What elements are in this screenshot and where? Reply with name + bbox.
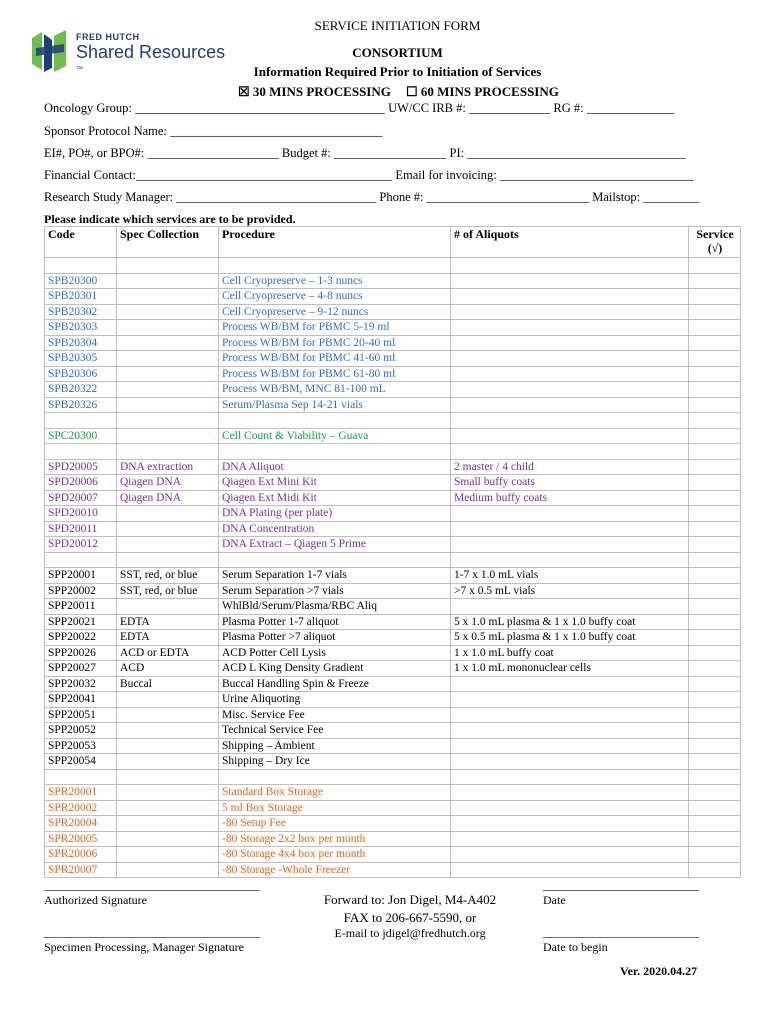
cell-service-check[interactable] xyxy=(689,831,741,847)
cell-aliquots[interactable] xyxy=(451,506,689,522)
cell-procedure: ACD L King Density Gradient xyxy=(219,661,451,677)
cell-service-check[interactable] xyxy=(689,459,741,475)
cell-code: SPP20011 xyxy=(45,599,117,615)
cell-procedure: DNA Aliquot xyxy=(219,459,451,475)
instruction-text: Please indicate which services are to be provided. xyxy=(44,212,296,226)
cell-service-check[interactable] xyxy=(689,490,741,506)
authorized-signature-line[interactable]: ____________________________________ xyxy=(44,878,260,892)
cell-procedure: Process WB/BM for PBMC 20-40 ml xyxy=(219,335,451,351)
cell-aliquots[interactable] xyxy=(451,289,689,305)
cell-spec-collection xyxy=(117,707,219,723)
cell-code: SPR20004 xyxy=(45,816,117,832)
table-row xyxy=(45,754,741,770)
cell-spec-collection xyxy=(117,444,219,460)
table-row xyxy=(45,692,741,708)
table-row xyxy=(45,862,741,878)
cell-aliquots[interactable] xyxy=(451,692,689,708)
cell-aliquots[interactable] xyxy=(451,847,689,863)
cell-spec-collection: Buccal xyxy=(117,676,219,692)
consortium-heading: CONSORTIUM xyxy=(352,45,443,60)
cell-code: SPB20302 xyxy=(45,304,117,320)
cell-spec-collection xyxy=(117,273,219,289)
cell-spec-collection: EDTA xyxy=(117,614,219,630)
cell-spec-collection xyxy=(117,847,219,863)
table-row xyxy=(45,382,741,398)
cell-spec-collection: SST, red, or blue xyxy=(117,568,219,584)
cell-aliquots[interactable] xyxy=(451,351,689,367)
table-row xyxy=(45,676,741,692)
cell-aliquots[interactable]: 1 x 1.0 mL buffy coat xyxy=(451,645,689,661)
cell-procedure: Serum Separation >7 vials xyxy=(219,583,451,599)
cell-service-check[interactable] xyxy=(689,847,741,863)
header-procedure: Procedure xyxy=(219,227,451,258)
table-row xyxy=(45,366,741,382)
cell-spec-collection xyxy=(117,335,219,351)
cell-code xyxy=(45,769,117,785)
cell-aliquots[interactable] xyxy=(451,537,689,553)
cell-spec-collection xyxy=(117,831,219,847)
cell-code: SPP20027 xyxy=(45,661,117,677)
cell-code: SPB20300 xyxy=(45,273,117,289)
cell-procedure: Shipping – Ambient xyxy=(219,738,451,754)
cell-aliquots[interactable] xyxy=(451,769,689,785)
cell-aliquots[interactable] xyxy=(451,707,689,723)
cell-code: SPB20305 xyxy=(45,351,117,367)
table-row xyxy=(45,320,741,336)
cell-spec-collection xyxy=(117,506,219,522)
cell-procedure: Qiagen Ext Mini Kit xyxy=(219,475,451,491)
cell-service-check[interactable] xyxy=(689,754,741,770)
cell-spec-collection: Qiagen DNA xyxy=(117,475,219,491)
cell-service-check[interactable] xyxy=(689,800,741,816)
cell-procedure: Process WB/BM for PBMC 41-60 ml xyxy=(219,351,451,367)
email-text: E-mail to jdigel@fredhutch.org xyxy=(334,926,486,940)
table-row xyxy=(45,490,741,506)
cell-procedure: -80 Storage 2x2 box per month xyxy=(219,831,451,847)
table-row xyxy=(45,599,741,615)
cell-aliquots[interactable]: 2 master / 4 child xyxy=(451,459,689,475)
cell-aliquots[interactable] xyxy=(451,320,689,336)
table-row xyxy=(45,459,741,475)
table-row xyxy=(45,289,741,305)
cell-service-check[interactable] xyxy=(689,614,741,630)
cell-service-check[interactable] xyxy=(689,506,741,522)
table-row xyxy=(45,397,741,413)
cell-code: SPB20303 xyxy=(45,320,117,336)
header-aliquots: # of Aliquots xyxy=(451,227,689,258)
cell-code: SPB20304 xyxy=(45,335,117,351)
cell-service-check[interactable] xyxy=(689,335,741,351)
header-service-label: Service xyxy=(696,227,734,241)
cell-code: SPP20053 xyxy=(45,738,117,754)
cell-aliquots[interactable]: >7 x 0.5 mL vials xyxy=(451,583,689,599)
table-row xyxy=(45,506,741,522)
cell-procedure: Plasma Potter 1-7 aliquot xyxy=(219,614,451,630)
cell-service-check[interactable] xyxy=(689,583,741,599)
cell-service-check[interactable] xyxy=(689,382,741,398)
checkbox-60-mins[interactable]: ☐ 60 MINS PROCESSING xyxy=(406,84,559,99)
cell-aliquots[interactable]: 1 x 1.0 mL mononuclear cells xyxy=(451,661,689,677)
cell-code: SPC20300 xyxy=(45,428,117,444)
cell-code: SPP20022 xyxy=(45,630,117,646)
cell-spec-collection xyxy=(117,351,219,367)
cell-service-check[interactable] xyxy=(689,413,741,429)
cell-service-check[interactable] xyxy=(689,599,741,615)
cell-spec-collection: DNA extraction xyxy=(117,459,219,475)
cell-procedure: Cell Cryopreserve – 9-12 nuncs xyxy=(219,304,451,320)
cell-procedure xyxy=(219,444,451,460)
date-to-begin-line[interactable]: __________________________ xyxy=(543,925,699,939)
cell-aliquots[interactable] xyxy=(451,428,689,444)
cell-code: SPP20021 xyxy=(45,614,117,630)
cell-spec-collection xyxy=(117,320,219,336)
cell-code: SPD20011 xyxy=(45,521,117,537)
cell-spec-collection: ACD xyxy=(117,661,219,677)
cell-aliquots[interactable] xyxy=(451,366,689,382)
cell-service-check[interactable] xyxy=(689,707,741,723)
table-row xyxy=(45,475,741,491)
cell-code: SPD20012 xyxy=(45,537,117,553)
table-row xyxy=(45,273,741,289)
table-row xyxy=(45,552,741,568)
field-study-manager-row[interactable]: Research Study Manager: ________________________________ Phone #: __________________________ Mailstop: _________ xyxy=(44,190,700,204)
table-row xyxy=(45,351,741,367)
cell-procedure: -80 Setup Fee xyxy=(219,816,451,832)
table-row xyxy=(45,847,741,863)
table-row xyxy=(45,738,741,754)
cell-procedure: Qiagen Ext Midi Kit xyxy=(219,490,451,506)
cell-service-check[interactable] xyxy=(689,692,741,708)
cell-procedure: DNA Extract – Qiagen 5 Prime xyxy=(219,537,451,553)
table-row xyxy=(45,258,741,274)
header-spec-collection: Spec Collection xyxy=(117,227,219,258)
table-row xyxy=(45,583,741,599)
cell-procedure: Cell Count & Viability – Guava xyxy=(219,428,451,444)
table-row xyxy=(45,428,741,444)
cell-code: SPR20006 xyxy=(45,847,117,863)
cell-code: SPD20007 xyxy=(45,490,117,506)
form-title: SERVICE INITIATION FORM xyxy=(314,18,481,33)
cell-code xyxy=(45,258,117,274)
cell-service-check[interactable] xyxy=(689,568,741,584)
fax-text: FAX to 206-667-5590, or xyxy=(343,910,477,925)
cell-code xyxy=(45,444,117,460)
table-row xyxy=(45,537,741,553)
cell-aliquots[interactable] xyxy=(451,258,689,274)
subtitle: Information Required Prior to Initiation of Services xyxy=(253,64,542,79)
cell-spec-collection xyxy=(117,552,219,568)
cell-code: SPP20041 xyxy=(45,692,117,708)
cell-aliquots[interactable] xyxy=(451,552,689,568)
cell-aliquots[interactable] xyxy=(451,816,689,832)
cell-spec-collection xyxy=(117,428,219,444)
field-sponsor-protocol[interactable]: Sponsor Protocol Name: __________________________________ xyxy=(44,124,383,138)
cell-service-check[interactable] xyxy=(689,397,741,413)
cell-aliquots[interactable]: 5 x 1.0 mL plasma & 1 x 1.0 buffy coat xyxy=(451,614,689,630)
cell-service-check[interactable] xyxy=(689,351,741,367)
cell-procedure: Process WB/BM, MNC 81-100 mL xyxy=(219,382,451,398)
cell-aliquots[interactable] xyxy=(451,413,689,429)
cell-code xyxy=(45,552,117,568)
cell-code: SPP20052 xyxy=(45,723,117,739)
logo-text-shared-resources: Shared Resources xyxy=(76,42,226,62)
cell-aliquots[interactable] xyxy=(451,723,689,739)
table-row xyxy=(45,335,741,351)
cell-procedure: Buccal Handling Spin & Freeze xyxy=(219,676,451,692)
cell-procedure: ACD Potter Cell Lysis xyxy=(219,645,451,661)
table-row xyxy=(45,568,741,584)
cell-spec-collection xyxy=(117,738,219,754)
date-to-begin-label: Date to begin xyxy=(543,940,608,954)
header-code: Code xyxy=(45,227,117,258)
cell-service-check[interactable] xyxy=(689,475,741,491)
table-row xyxy=(45,831,741,847)
cell-service-check[interactable] xyxy=(689,366,741,382)
table-row xyxy=(45,785,741,801)
cell-code: SPP20051 xyxy=(45,707,117,723)
checkbox-30-mins[interactable]: ☒ 30 MINS PROCESSING xyxy=(238,84,391,99)
cell-procedure: Cell Cryopreserve – 4-8 nuncs xyxy=(219,289,451,305)
header-service-check: (√) xyxy=(707,241,723,255)
logo-text-fred-hutch: FRED HUTCH xyxy=(76,32,140,42)
cell-spec-collection xyxy=(117,800,219,816)
cell-spec-collection xyxy=(117,599,219,615)
table-row xyxy=(45,614,741,630)
cell-code xyxy=(45,413,117,429)
cell-spec-collection: SST, red, or blue xyxy=(117,583,219,599)
cell-service-check[interactable] xyxy=(689,816,741,832)
cell-spec-collection xyxy=(117,692,219,708)
table-row xyxy=(45,630,741,646)
cell-aliquots[interactable] xyxy=(451,800,689,816)
table-row xyxy=(45,413,741,429)
cell-spec-collection: Qiagen DNA xyxy=(117,490,219,506)
cell-spec-collection xyxy=(117,366,219,382)
cell-code: SPD20006 xyxy=(45,475,117,491)
cell-service-check[interactable] xyxy=(689,723,741,739)
cell-spec-collection xyxy=(117,521,219,537)
authorized-signature-label: Authorized Signature xyxy=(44,893,147,907)
cell-code: SPR20005 xyxy=(45,831,117,847)
cell-aliquots[interactable] xyxy=(451,444,689,460)
cell-code: SPP20001 xyxy=(45,568,117,584)
cell-aliquots[interactable] xyxy=(451,862,689,878)
cell-code: SPB20306 xyxy=(45,366,117,382)
cell-service-check[interactable] xyxy=(689,289,741,305)
cell-service-check[interactable] xyxy=(689,537,741,553)
cell-service-check[interactable] xyxy=(689,738,741,754)
forward-to-text: Forward to: Jon Digel, M4-A402 xyxy=(323,892,497,907)
cell-code: SPR20007 xyxy=(45,862,117,878)
date-line[interactable]: __________________________ xyxy=(543,878,699,892)
cell-procedure: Cell Cryopreserve – 1-3 nuncs xyxy=(219,273,451,289)
cell-service-check[interactable] xyxy=(689,552,741,568)
cell-code: SPR20002 xyxy=(45,800,117,816)
field-financial-contact-row[interactable]: Financial Contact:_________________________________________ Email for invoicing: _______________________________ xyxy=(44,168,694,182)
cell-aliquots[interactable] xyxy=(451,738,689,754)
services-table xyxy=(44,226,741,878)
table-header-row xyxy=(45,227,741,258)
table-row xyxy=(45,304,741,320)
cell-spec-collection xyxy=(117,862,219,878)
version-label: Ver. 2020.04.27 xyxy=(620,964,698,978)
cell-spec-collection xyxy=(117,723,219,739)
cell-procedure xyxy=(219,552,451,568)
cell-service-check[interactable] xyxy=(689,769,741,785)
logo-trademark: ™ xyxy=(76,66,83,73)
cell-procedure: Process WB/BM for PBMC 61-80 ml xyxy=(219,366,451,382)
cell-aliquots[interactable] xyxy=(451,397,689,413)
manager-signature-label: Specimen Processing, Manager Signature xyxy=(44,940,244,954)
cell-procedure: DNA Concentration xyxy=(219,521,451,537)
cell-service-check[interactable] xyxy=(689,428,741,444)
cell-service-check[interactable] xyxy=(689,862,741,878)
cell-service-check[interactable] xyxy=(689,785,741,801)
cell-aliquots[interactable]: 5 x 0.5 mL plasma & 1 x 1.0 buffy coat xyxy=(451,630,689,646)
cell-spec-collection: EDTA xyxy=(117,630,219,646)
cell-code: SPB20301 xyxy=(45,289,117,305)
cell-aliquots[interactable] xyxy=(451,676,689,692)
cell-service-check[interactable] xyxy=(689,661,741,677)
table-row xyxy=(45,707,741,723)
cell-aliquots[interactable]: Small buffy coats xyxy=(451,475,689,491)
table-row xyxy=(45,723,741,739)
cell-procedure xyxy=(219,769,451,785)
cell-aliquots[interactable] xyxy=(451,831,689,847)
cell-code: SPP20002 xyxy=(45,583,117,599)
manager-signature-line[interactable]: ____________________________________ xyxy=(44,925,260,939)
cell-aliquots[interactable] xyxy=(451,521,689,537)
cell-service-check[interactable] xyxy=(689,630,741,646)
cell-spec-collection xyxy=(117,304,219,320)
table-row xyxy=(45,645,741,661)
cell-service-check[interactable] xyxy=(689,273,741,289)
cell-service-check[interactable] xyxy=(689,676,741,692)
cell-procedure: DNA Plating (per plate) xyxy=(219,506,451,522)
cell-code: SPR20001 xyxy=(45,785,117,801)
cell-aliquots[interactable] xyxy=(451,785,689,801)
table-row xyxy=(45,816,741,832)
cell-procedure: Serum Separation 1-7 vials xyxy=(219,568,451,584)
table-row xyxy=(45,769,741,785)
field-ei-po-budget-pi-row[interactable]: EI#, PO#, or BPO#: _____________________ Budget #: __________________ PI: ___________________________________ xyxy=(44,146,687,160)
cell-procedure: Urine Aliquoting xyxy=(219,692,451,708)
table-row xyxy=(45,444,741,460)
cell-code: SPP20054 xyxy=(45,754,117,770)
cell-spec-collection xyxy=(117,537,219,553)
cell-spec-collection xyxy=(117,382,219,398)
cell-procedure: Process WB/BM for PBMC 5-19 ml xyxy=(219,320,451,336)
cell-spec-collection xyxy=(117,769,219,785)
cell-service-check[interactable] xyxy=(689,444,741,460)
cell-spec-collection: ACD or EDTA xyxy=(117,645,219,661)
cell-aliquots[interactable]: 1-7 x 1.0 mL vials xyxy=(451,568,689,584)
cell-code: SPD20005 xyxy=(45,459,117,475)
cell-spec-collection xyxy=(117,397,219,413)
cell-service-check[interactable] xyxy=(689,258,741,274)
header-service xyxy=(689,227,741,258)
cell-procedure: Standard Box Storage xyxy=(219,785,451,801)
cell-procedure xyxy=(219,413,451,429)
cell-code: SPD20010 xyxy=(45,506,117,522)
cell-service-check[interactable] xyxy=(689,521,741,537)
cell-aliquots[interactable] xyxy=(451,273,689,289)
cell-spec-collection xyxy=(117,413,219,429)
cell-code: SPB20326 xyxy=(45,397,117,413)
cell-procedure: Plasma Potter >7 aliquot xyxy=(219,630,451,646)
table-row xyxy=(45,661,741,677)
cell-aliquots[interactable] xyxy=(451,335,689,351)
cell-aliquots[interactable] xyxy=(451,382,689,398)
date-label: Date xyxy=(543,893,566,907)
cell-procedure: -80 Storage 4x4 box per month xyxy=(219,847,451,863)
cell-procedure: Technical Service Fee xyxy=(219,723,451,739)
cell-procedure: WhlBld/Serum/Plasma/RBC Aliq xyxy=(219,599,451,615)
cell-procedure: Misc. Service Fee xyxy=(219,707,451,723)
table-row xyxy=(45,800,741,816)
field-oncology-group-row[interactable]: Oncology Group: ________________________________________ UW/CC IRB #: _____________ RG #: ______________ xyxy=(44,101,675,115)
cell-service-check[interactable] xyxy=(689,320,741,336)
cell-code: SPB20322 xyxy=(45,382,117,398)
cell-code: SPP20026 xyxy=(45,645,117,661)
cell-spec-collection xyxy=(117,785,219,801)
cell-spec-collection xyxy=(117,289,219,305)
cell-procedure xyxy=(219,258,451,274)
cell-service-check[interactable] xyxy=(689,645,741,661)
cell-aliquots[interactable] xyxy=(451,754,689,770)
cell-procedure: 5 ml Box Storage xyxy=(219,800,451,816)
cell-code: SPP20032 xyxy=(45,676,117,692)
cell-service-check[interactable] xyxy=(689,304,741,320)
cell-procedure: Serum/Plasma Sep 14-21 vials xyxy=(219,397,451,413)
cell-spec-collection xyxy=(117,754,219,770)
cell-spec-collection xyxy=(117,816,219,832)
cell-aliquots[interactable]: Medium buffy coats xyxy=(451,490,689,506)
table-row xyxy=(45,521,741,537)
cell-aliquots[interactable] xyxy=(451,599,689,615)
cell-spec-collection xyxy=(117,258,219,274)
cell-aliquots[interactable] xyxy=(451,304,689,320)
cell-procedure: -80 Storage -Whole Freezer xyxy=(219,862,451,878)
cell-procedure: Shipping – Dry Ice xyxy=(219,754,451,770)
